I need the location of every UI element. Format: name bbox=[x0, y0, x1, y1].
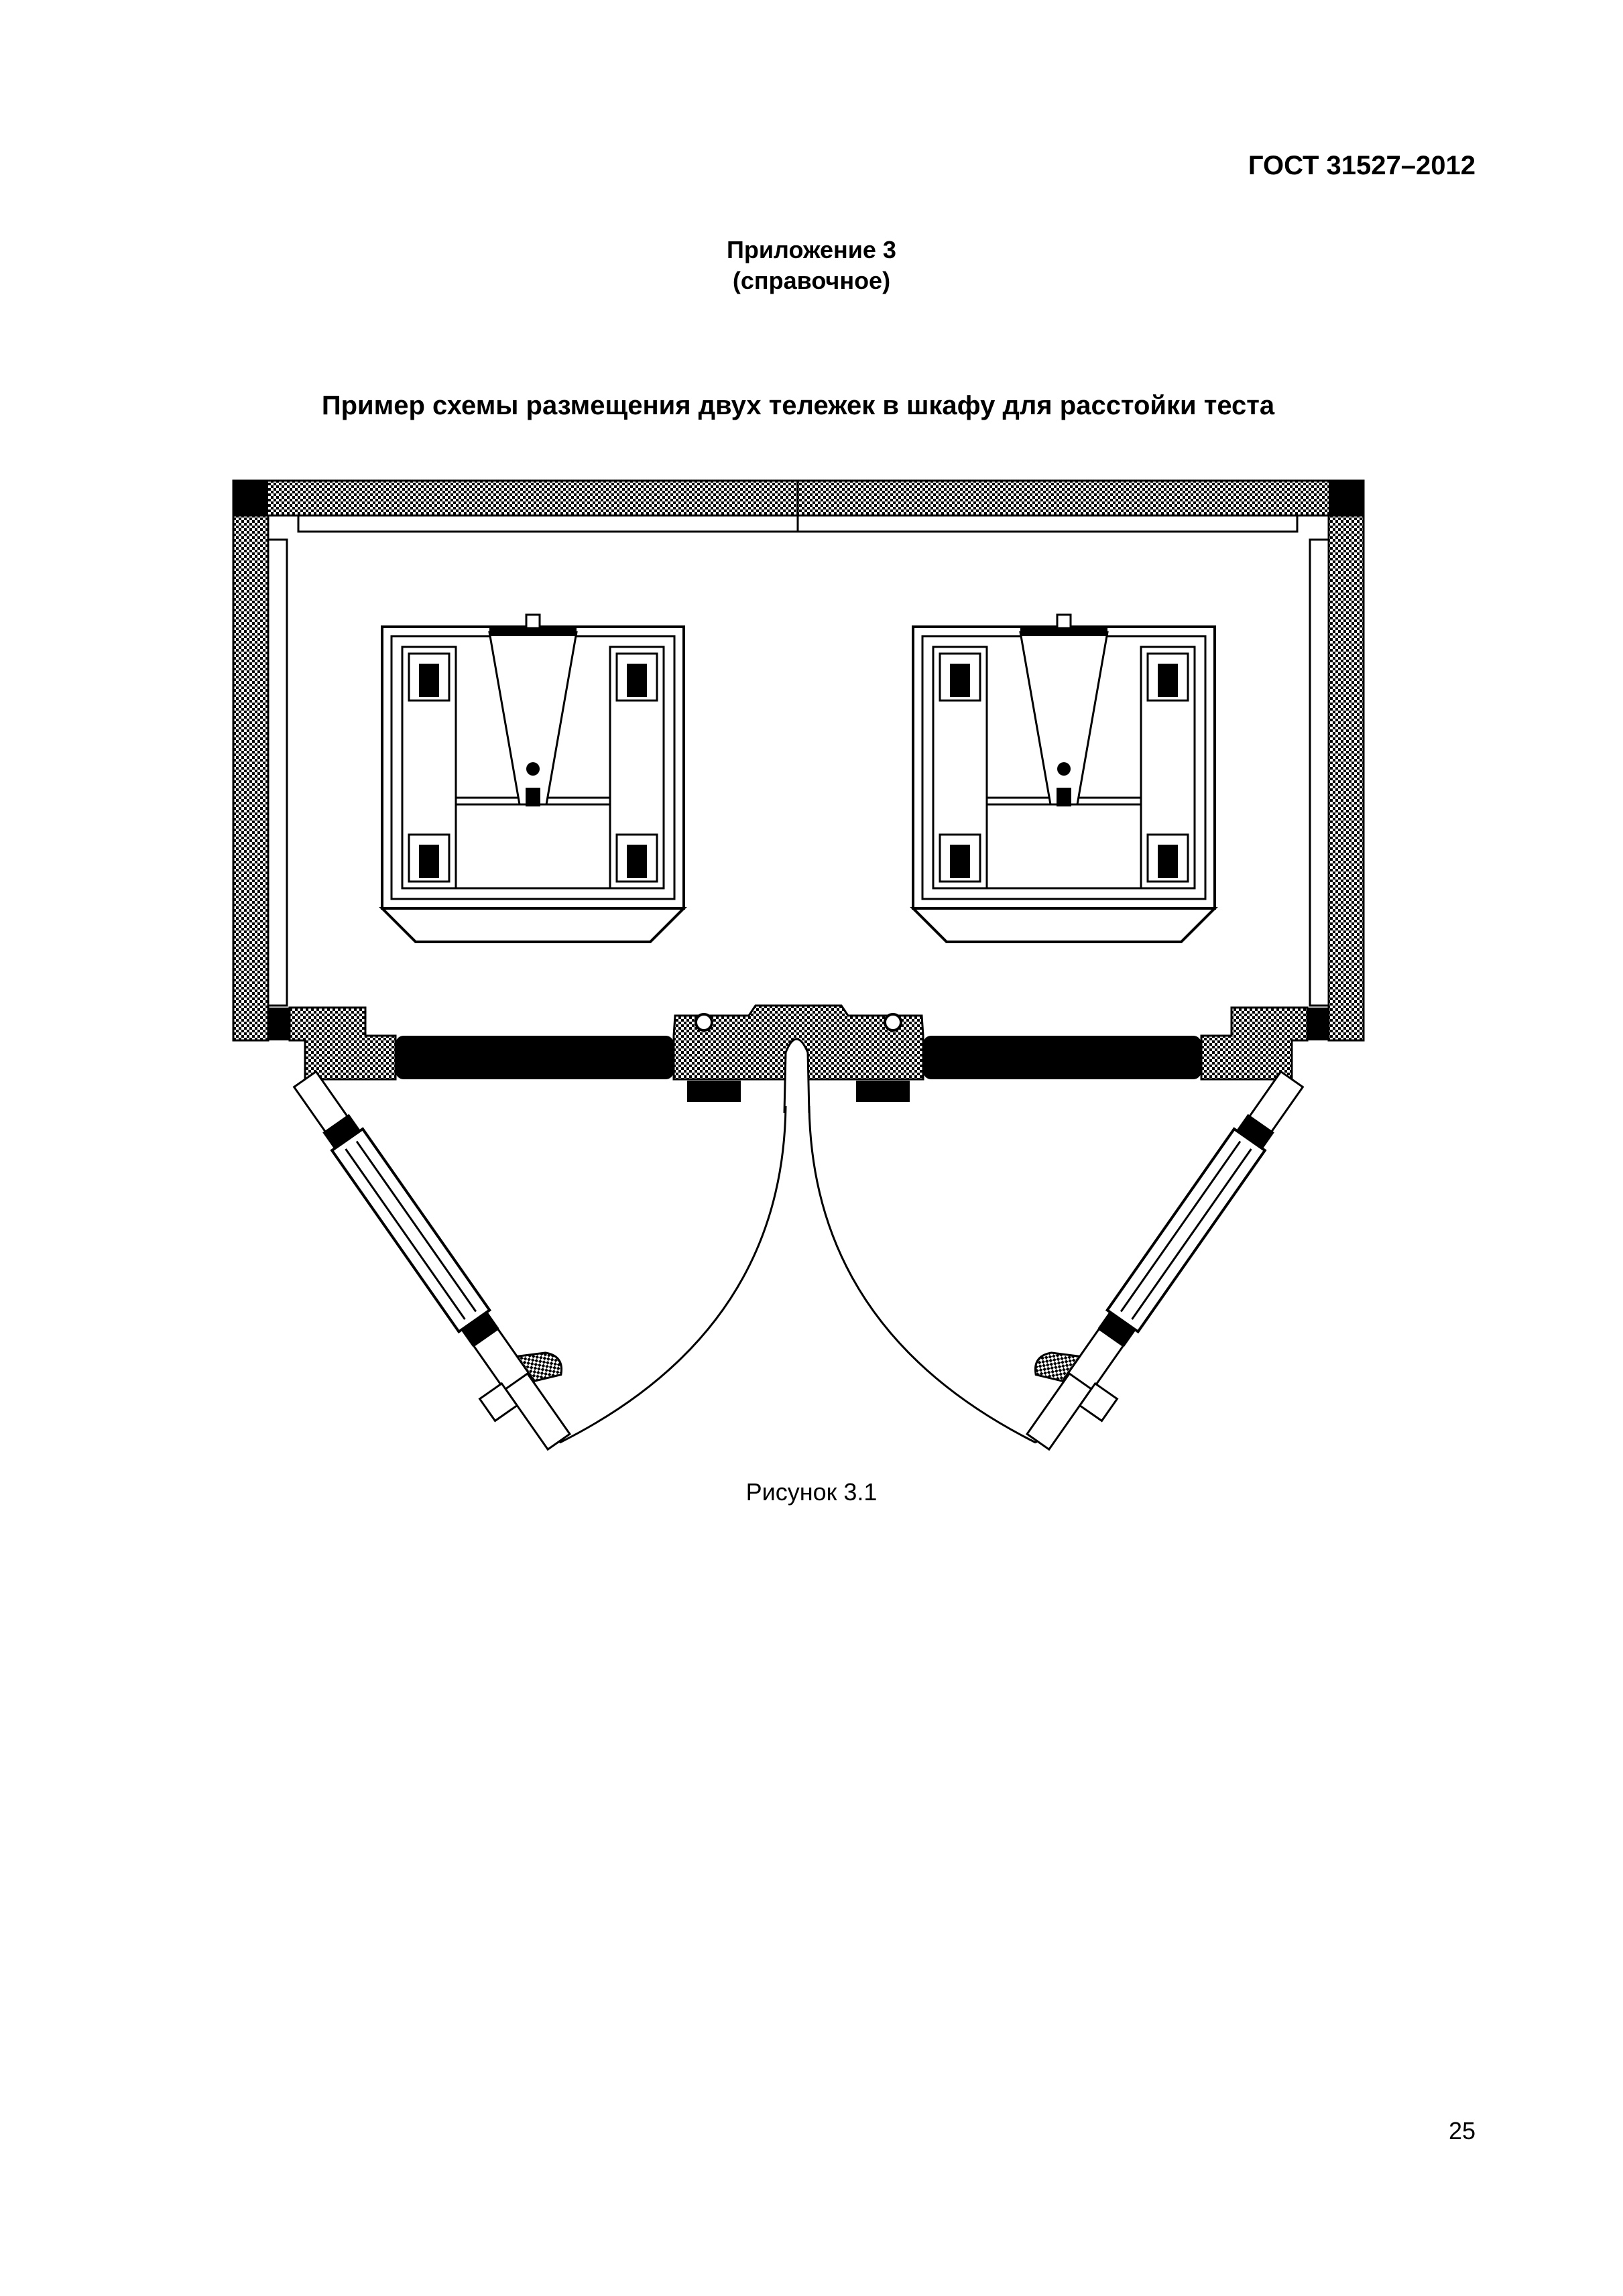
trolley-base bbox=[913, 908, 1215, 942]
latch-block-left bbox=[687, 1081, 741, 1102]
trolley-wheel bbox=[419, 845, 439, 878]
right-door-leaf bbox=[1000, 1052, 1325, 1465]
latch-block-right bbox=[856, 1081, 910, 1102]
mullion-tongue bbox=[784, 1039, 809, 1113]
right-wall bbox=[1329, 516, 1364, 1040]
page-number: 25 bbox=[1448, 2117, 1476, 2144]
trolley-wheel bbox=[950, 845, 970, 878]
left-lining bbox=[268, 540, 287, 1006]
top-right-corner bbox=[1329, 481, 1364, 516]
trolley-left bbox=[382, 615, 684, 942]
door-glass-line bbox=[1121, 1142, 1240, 1312]
left-door-swing-arc bbox=[560, 1106, 786, 1443]
left-door-open bbox=[272, 1052, 786, 1465]
right-lining bbox=[1310, 540, 1329, 1006]
trolley-handle-pivot bbox=[1057, 762, 1071, 776]
trolley-handle-pivot bbox=[526, 762, 540, 776]
right-door-swing-arc bbox=[809, 1106, 1036, 1443]
trolley-handle-pin bbox=[526, 788, 540, 806]
left-door-leaf bbox=[272, 1052, 597, 1465]
trolley-wheel bbox=[627, 845, 647, 878]
left-wall bbox=[233, 516, 268, 1040]
trolley-wheel bbox=[419, 664, 439, 697]
top-left-corner bbox=[233, 481, 268, 516]
trolley-wheel bbox=[627, 664, 647, 697]
trolley-right bbox=[913, 615, 1215, 942]
document-title: Пример схемы размещения двух тележек в шкафу для расстойки теста bbox=[321, 391, 1275, 420]
trolley-handle-knob bbox=[526, 615, 540, 628]
door-glass-line bbox=[1132, 1149, 1252, 1319]
standard-code: ГОСТ 31527–2012 bbox=[1248, 151, 1476, 180]
trolley-handle-knob bbox=[1057, 615, 1071, 628]
door-glass-line bbox=[357, 1142, 476, 1312]
trolley-wheel bbox=[1158, 664, 1178, 697]
right-door-open bbox=[809, 1052, 1325, 1465]
front-left-post bbox=[290, 1008, 396, 1079]
door-seal-right bbox=[923, 1036, 1201, 1079]
door-frame bbox=[290, 1006, 1307, 1113]
appendix-type: (справочное) bbox=[732, 267, 891, 294]
mullion-hinge bbox=[885, 1014, 901, 1030]
bottom-right-corner bbox=[1307, 1008, 1329, 1040]
trolley-wheel bbox=[950, 664, 970, 697]
trolley-wheel bbox=[1158, 845, 1178, 878]
door-glass-line bbox=[346, 1149, 465, 1319]
mullion-hinge bbox=[696, 1014, 712, 1030]
door-glass bbox=[332, 1129, 489, 1331]
figure-caption: Рисунок 3.1 bbox=[745, 1478, 878, 1506]
front-right-post bbox=[1201, 1008, 1307, 1079]
door-seal-left bbox=[396, 1036, 674, 1079]
door-glass bbox=[1107, 1129, 1265, 1331]
trolley-handle-pin bbox=[1057, 788, 1071, 806]
bottom-left-corner bbox=[268, 1008, 290, 1040]
trolley-base bbox=[382, 908, 684, 942]
appendix-title: Приложение 3 bbox=[727, 236, 896, 263]
